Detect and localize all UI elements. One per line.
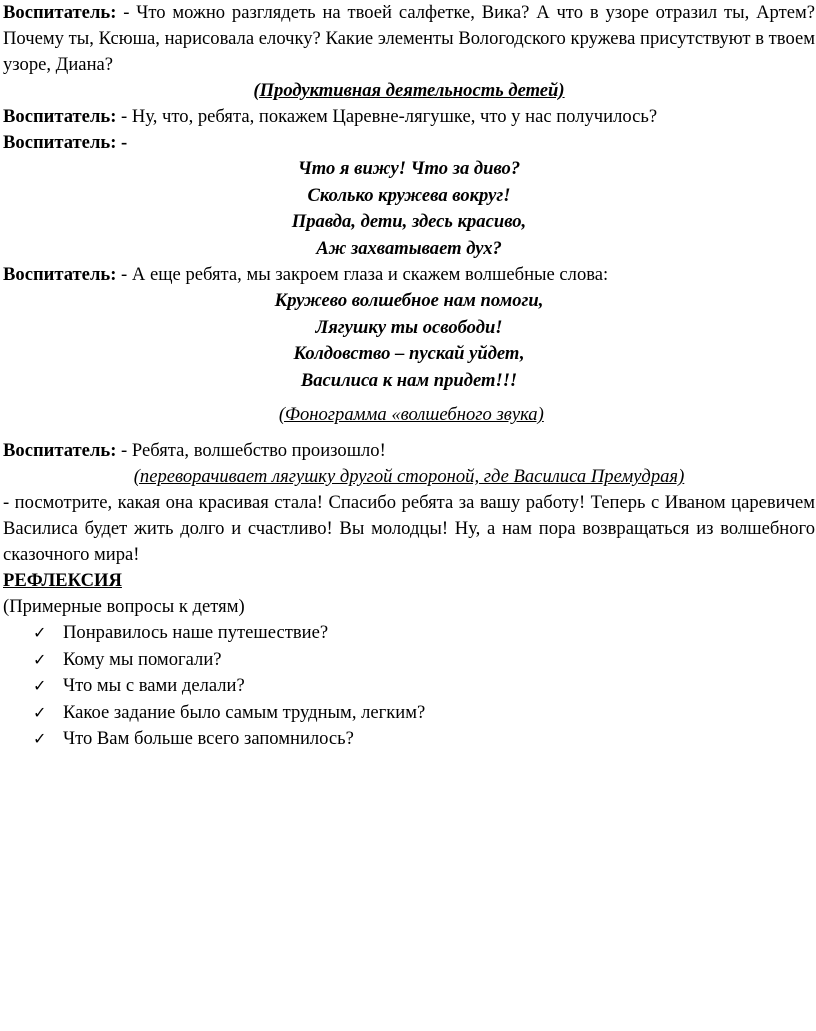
question-text: Что мы с вами делали?: [63, 675, 245, 696]
speaker-label: Воспитатель: -: [3, 132, 128, 153]
paragraph-show-frog: [3, 104, 815, 130]
phonogram-note: [3, 402, 815, 428]
paragraph-magic-happened: [3, 438, 815, 464]
paragraph-text: - Ребята, волшебство произошло!: [116, 440, 386, 461]
poem-line: Сколько кружева вокруг!: [307, 184, 511, 206]
phonogram-note-text: (Фонограмма «волшебного звука): [278, 404, 544, 425]
poem-line: Аж захватывает дух?: [316, 237, 502, 259]
reflection-subtitle: (Примерные вопросы к детям): [3, 596, 245, 617]
list-item: [33, 620, 815, 647]
poem-line: Лягушку ты освободи!: [315, 316, 503, 338]
poem-spell: [3, 288, 815, 394]
poem-line: Колдовство – пускай уйдет,: [293, 343, 525, 364]
question-text: Что Вам больше всего запомнилось?: [63, 728, 354, 749]
list-item: [33, 673, 815, 700]
poem-line: Что я вижу! Что за диво?: [297, 158, 521, 179]
question-text: Понравилось наше путешествие?: [63, 622, 329, 643]
poem-line: Кружево волшебное нам помоги,: [274, 290, 544, 311]
reflection-heading: РЕФЛЕКСИЯ: [3, 570, 122, 591]
checkmark-icon: ✓: [33, 729, 47, 748]
poem-lace: [3, 156, 815, 262]
poem-line: Правда, дети, здесь красиво,: [291, 211, 527, 232]
checkmark-icon: ✓: [33, 623, 47, 642]
stage-remark: [3, 464, 815, 490]
speaker-label: Воспитатель:: [3, 2, 117, 23]
paragraph-conclusion: - посмотрите, какая она красивая стала! Спасибо ребята за вашу работу! Теперь с Иваном царевичем Василиса будет жить долго и счастливо! Вы молодцы! Ну, а нам пора возвращаться из волшебного сказочного мира!: [3, 492, 815, 565]
poem-line: Василиса к нам придет!!!: [300, 369, 518, 391]
checkmark-icon: ✓: [33, 649, 47, 669]
stage-remark-text: (переворачивает лягушку другой стороной, где Василиса Премудрая): [133, 466, 685, 487]
checkmark-icon: ✓: [33, 702, 47, 722]
speaker-label: Воспитатель:: [3, 106, 117, 127]
paragraph-text: - Что можно разглядеть на твоей салфетке, Вика? А что в узоре отразил ты, Артем? Почему ты, Ксюша, нарисовала елочку? Какие элементы Вологодского кружева присутствуют в твоем узоре, Диана?: [3, 2, 815, 75]
question-text: Какое задание было самым трудным, легким?: [63, 701, 426, 723]
list-item: [33, 726, 815, 753]
activity-note-text: (Продуктивная деятельность детей): [253, 80, 565, 101]
paragraph-text: - Ну, что, ребята, покажем Царевне-лягушке, что у нас получилось?: [116, 106, 658, 127]
checkmark-icon: ✓: [33, 676, 47, 695]
paragraph-text: - А еще ребята, мы закроем глаза и скажем волшебные слова:: [116, 264, 609, 285]
activity-note: [3, 78, 815, 104]
paragraph-speaker: [3, 130, 815, 156]
list-item: [33, 647, 815, 674]
speaker-label: Воспитатель:: [3, 440, 117, 461]
paragraph-questions: [3, 0, 815, 78]
reflection-questions-list: [3, 620, 815, 753]
question-text: Кому мы помогали?: [63, 648, 222, 670]
speaker-label: Воспитатель:: [3, 264, 117, 285]
paragraph-magic-words: [3, 262, 815, 288]
list-item: [33, 700, 815, 727]
